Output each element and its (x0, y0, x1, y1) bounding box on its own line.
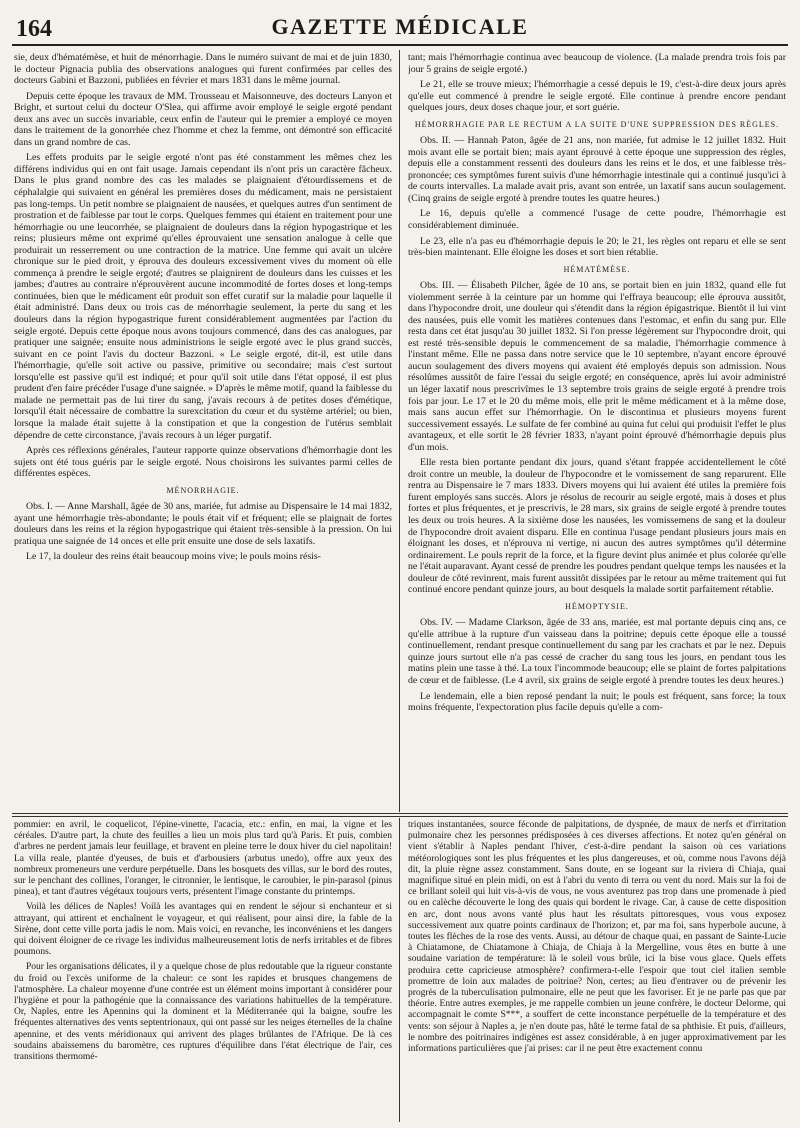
case-paragraph: Obs. II. — Hannah Paton, âgée de 21 ans, non mariée, fut admise le 12 juillet 1832. Huit mois avant elle se portait bien; mais ayant éprouvé à cette époque une suppression des règles, depuis elle a constamment ressenti des douleurs dans les reins et le dos, et une faiblesse très-prononcée; ces symptômes furent suivis d'une hémorrhagie intestinale qui a continué jusqu'ici à de courts intervalles. La malade avait pris, avant son entrée, un laxatif sans aucun soulagement. (Cinq grains de seigle ergoté à prendre toutes les quatre heures.) (408, 135, 786, 204)
section-heading: HÉMATÉMÈSE. (563, 264, 631, 274)
case-paragraph: Le lendemain, elle a bien reposé pendant la nuit; le pouls est fréquent, sans force; la toux moins fréquente, l'expectoration plus facile depuis qu'elle a com- (408, 690, 786, 714)
page-title: GAZETTE MÉDICALE (271, 14, 529, 39)
body-paragraph: tant; mais l'hémorrhagie continua avec beaucoup de violence. (La malade prendra trois fois par jour 5 grains de seigle ergoté.) (408, 52, 786, 75)
body-paragraph: Après ces réflexions générales, l'auteur rapporte quinze observations d'hémorrhagie dont les sujets ont été tous guéris par le seigle ergoté. Nous choisirons les suivantes parmi celles de différentes espèces. (14, 445, 392, 480)
article-column-left (14, 52, 392, 808)
case-paragraph: Le 23, elle n'a pas eu d'hémorrhagie depuis le 20; le 21, les règles ont reparu et elle se sent très-bien maintenant. Elle éloigne les doses et sort bien rétablie. (408, 235, 786, 259)
feuilleton-paragraph: triques instantanées, source féconde de palpitations, de dyspnée, de maux de nerfs et d'irritation pulmonaire chez les personnes prédisposées à ces diverses affections. Et notez qu'en général on vient s'établir à Naples pendant l'hiver, c'est-à-dire pendant la saison où ces variations météorologiques sont les plus fréquentes et les plus dangereuses, et où, comme nous l'avons déjà dit, la pluie règne assez constamment. Sans doute, en se logeant sur la riviera di Chiaja, quai magnifique situé en plein midi, on est à l'abri du vento di terra ou vent du nord. Mais sur la foi de ce brillant soleil qui luit vis-à-vis de vous, ne vous aventurez pas trop dans une promenade à pied ou en calèche découverte le long des quais qui bordent le rivage. Car, à cause de cette disposition en arc, dont nous avons vanté plus haut les résultats pittoresques, vous vous exposez successivement aux quatre points cardinaux de l'horizon; et, par ma foi, sans hyperbole aucune, à toutes les flèches de la rose des vents. Aussi, au détour de chaque quai, en passant de Sainte-Lucie à Chiatamone, de Chiatamone à Chiaja, de Chiaja à la Mergelline, vous êtes en butte à une soudaine variation de température: là le soleil vous brûle, ici la bise vous glace. Quels effets produira cette capricieuse atmosphère? confirmera-t-elle l'espoir que tout ciel italien semble promettre de loin aux malades de poitrine? Non, certes; au lieu d'entraver ou de prévenir les progrès de la tuberculisation pulmonaire, elle ne peut que les favoriser. Et je ne parle pas que par théorie. Entre autres exemples, je me rappelle combien un jeune confrère, le docteur Delorme, qui accompagnait le comte S***, a souffert de cette inconstance perpétuelle de la température et des vents: son séjour à Naples a, je n'en doute pas, hâté le terme fatal de sa phthisie. Et puis, d'ailleurs, le nombre des poitrinaires indigènes est assez considérable, à en juger approximativement par les informations particulières que j'ai prises: car il ne peut être exactement connu (408, 820, 786, 1055)
body-paragraph: Depuis cette époque les travaux de MM. Trousseau et Maisonneuve, des docteurs Lanyon et Bright, et surtout celui du docteur O'Slea, qui affirme avoir employé le seigle ergoté pendant deux ans avec un succès invariable, ceux enfin de l'auteur qui le premier a employé ce moyen dans le traitement de la gonorrhée chez l'homme et chez la femme, ont démontré son efficacité dans un grand nombre de cas. (14, 90, 392, 148)
page-number: 164 (16, 16, 52, 42)
case-paragraph: Le 17, la douleur des reins était beaucoup moins vive; le pouls moins résis- (26, 551, 321, 563)
feuilleton-paragraph: pommier: en avril, le coquelicot, l'épine-vinette, l'acacia, etc.: enfin, en mai, la vigne et les céréales. D'autre part, la chute des feuilles a lieu un mois plus tard qu'à Paris. Et puis, combien d'arbres ne perdent jamais leur feuillage, et bravent en pleine terre le doux hiver du ciel napolitain! La villa reale, plantée d'yeuses, de buis et d'arbousiers (arbutus unedo), offre aux yeux des nombreux promeneurs une verdure perpétuelle. Dans les bosquets des villas, sur le bord des routes, sur le penchant des collines, l'oranger, le citronnier, le lentisque, le caroubier, le pin-parasol (pinus pinea), et tant d'autres végétaux toujours verts, présentent l'image constante du printemps. (14, 820, 392, 898)
case-paragraph: Obs. III. — Élisabeth Pilcher, âgée de 10 ans, se portait bien en juin 1832, quand elle fut violemment serrée à la ceinture par un homme qui l'effraya beaucoup; elle éprouva aussitôt, dans l'hypocondre droit, une douleur qui s'étendit dans la région épigastrique. Bientôt il lui vint des nausées, puis elle vomit les matières contenues dans l'estomac, et enfin du sang pur. Elle resta dans cet état jusqu'au 30 juillet 1832. Si l'on presse légèrement sur l'hypocondre droit, qui est resté très-sensible depuis le commencement de sa maladie, l'hémorrhagie commence à l'instant même. Elle ne passa dans notre service que le 10 septembre, n'ayant encore éprouvé aucun soulagement des divers moyens qui avaient été employés depuis son admission. Nous résolûmes aussitôt de faire l'essai du seigle ergoté; en conséquence, après lui avoir administré un léger laxatif nous prescrivîmes le 13 septembre trois grains de seigle ergoté à prendre trois fois par jour. Le 17 et le 20 du même mois, elle prit le même médicament et à la même dose, mais sans aucun effet sur l'hémorrhagie. On le discontinua et plusieurs moyens furent successivement essayés. Le sulfate de fer combiné au quina fut celui qui produisit l'effet le plus avantageux, et elle sortit le 28 février 1833, n'ayant point éprouvé d'hémorrhagie depuis plus d'un mois. (408, 280, 786, 453)
section-heading: HÉMOPTYSIE. (565, 601, 629, 611)
body-paragraph: Le 21, elle se trouve mieux; l'hémorrhagie a cessé depuis le 19, c'est-à-dire deux jours après qu'elle eut commencé à prendre le seigle ergoté. Elle continue à prendre encore pendant quelques jours, deux doses chaque jour, et sort guérie. (408, 79, 786, 114)
case-paragraph: Elle resta bien portante pendant dix jours, quand s'étant frappée accidentellement le côté droit contre un meuble, la douleur de l'hypocondre et le vomissement de sang reparurent. Elle rentra au Dispensaire le 7 mars 1833. Divers moyens qui lui avaient été utiles la première fois furent employés sans succès. Alors je résolus de recourir au seigle ergoté, mais à doses et plus fortes et plus fréquentes, et je prescrivis, le 28 mars, six grains de seigle ergoté à prendre toutes les deux ou trois heures. A la sixième dose les nausées, les vomissemens de sang et la douleur de l'hypocondre droit avaient disparu. Elle en continua l'usage pendant plusieurs jours mais en éloignant les doses, et n'éprouva ni vertige, ni aucun des autres symptômes qu'il détermine ordinairement. Le pouls reprit de la force, et la figure devint plus animée et plus colorée qu'elle ne l'était auparavant. Ayant cessé de prendre les poudres pendant quelque temps les nausées et la douleur de côté revinrent, mais furent aussitôt dissipées par le retour au même traitement qui fut continué encore pendant quinze jours, au bout desquels la malade sortit parfaitement rétablie. (408, 457, 786, 596)
body-paragraph: Les effets produits par le seigle ergoté n'ont pas été constamment les mêmes chez les différens individus qui en ont fait usage. Jamais cependant ils n'ont pris un caractère fâcheux. Dans le plus grand nombre des cas les malades se plaignaient d'étourdissemens et de céphalalgie qui suivaient en général les premières doses du médicament, mais ne persistaient pas long-temps. Un petit nombre se plaignaient de nausées, et quelques autres d'un sentiment de prostration et de faiblesse par tout le corps. Quelques femmes qui étaient en traitement pour une hémorrhagie ou une leucorrhée, se plaignaient de douleurs dans la région hypogastrique et les reins; plusieurs même ont exprimé qu'elles éprouvaient une sensation analogue à celle que produirait un resserrement ou une contraction de la matrice. Une femme qui avait un ulcère chronique sur le pied droit, y éprouva des douleurs excessivement vives du moment où elle commença à prendre le seigle ergoté; d'autres se plaignirent de douleurs dans les cuisses et les jambes; d'autres au contraire n'éprouvèrent aucune incommodité de fortes doses et long-temps continuées, bien que le médicament eût produit son effet curatif sur la maladie pour laquelle il était administré. Dans deux ou trois cas de ménorrhagie seulement, la perte du sang et les douleurs dans la région hypogastrique furent considérablement augmentées par l'action du seigle ergoté. Depuis cette époque nous avons toujours commencé, dans des cas analogues, par pratiquer une saignée; ensuite nous administrions le seigle ergoté avec le plus grand succès, suivant en ce point l'avis du docteur Bazzoni. « Le seigle ergoté, dit-il, est utile dans l'hémorrhagie, qu'elle soit active ou passive, primitive ou secondaire; mais c'est surtout lorsqu'elle est passive qu'il est indiqué; et pour qu'il soit utile dans l'état opposé, il est plus prudent d'en faire précéder l'usage d'une saignée. » D'après le même motif, quand la faiblesse du malade ne permettait pas de lui tirer du sang, j'avais recours à de petites doses d'émétique, lorsqu'il était nécessaire de combattre la surexcitation du cœur et du système artériel; ou bien, lorsque la malade était sujette à la constipation et que la congestion de l'utérus semblait dépendre de cette circonstance, j'avais recours à un léger purgatif. (14, 152, 392, 441)
column-divider (399, 50, 400, 812)
feuilleton-paragraph: Pour les organisations délicates, il y a quelque chose de plus redoutable que la rigueur constante du froid ou l'excès uniforme de la chaleur: ce sont les rapides et brusques changemens de l'atmosphère. La chaleur moyenne d'une contrée est un élément moins important à considérer pour l'hygiène et pour la pathogénie que la connaissance des variations habituelles de la température. Or, Naples, entre les Apennins qui la dominent et la Méditerranée qui la baigne, soufre les fréquentes alternatives des vents septentrionaux, qui ont passé sur les neiges éternelles de la chaîne apennine, et des vents méridionaux qui arrivent des plages brûlantes de l'Afrique. De là ces soudains abaissemens du baromètre, ces ruptures d'équilibre dans l'état électrique de l'air, ces transitions thermomé- (14, 962, 392, 1063)
feuilleton-rule (12, 813, 788, 817)
section-heading: MÉNORRHAGIE. (166, 485, 240, 495)
case-paragraph: Le 16, depuis qu'elle a commencé l'usage de cette poudre, l'hémorrhagie est considérablement diminuée. (408, 208, 786, 231)
section-heading: HÉMORRHAGIE PAR LE RECTUM A LA SUITE D'UNE SUPPRESSION DES RÈGLES. (414, 119, 780, 129)
masthead (12, 14, 788, 46)
body-paragraph: sie, deux d'hématémèse, et huit de ménorrhagie. Dans le numéro suivant de mai et de juin 1830, le docteur Pignacia publia des observations analogues qui furent confirmées par celles des docteurs Gabini et Bazzoni, publiées en février et mars 1831 dans le même journal. (14, 52, 392, 87)
feuilleton-paragraph: Voilà les délices de Naples! Voilà les avantages qui en rendent le séjour si enchanteur et si attrayant, qui attirent et enchaînent le voyageur, et qui réalisent, pour ainsi dire, la fable de la Sirène, dont cette ville porta jadis le nom. Mais voici, en revanche, les inconvéniens et les dangers qui doivent éloigner de ce rivage les individus malheureusement lotis de nerfs irritables et de fibres poumons. (14, 902, 392, 958)
feuilleton-column-left (14, 820, 392, 1120)
case-paragraph: Obs. IV. — Madame Clarkson, âgée de 33 ans, mariée, est mal portante depuis cinq ans, ce qu'elle attribue à la rupture d'un vaisseau dans la poitrine; depuis cette époque elle a toussé continuellement, rendant presque continuellement du sang par les crachats et par le nez. Depuis quinze jours surtout elle n'a pas cessé de cracher du sang tous les jours, en pendant tous les matins plein une tasse à thé. La toux l'incommode beaucoup; elle se plaint de fortes palpitations de cœur et de faiblesse. (Le 4 avril, six grains de seigle ergoté à prendre toutes les deux heures.) (408, 617, 786, 687)
feuilleton-column-divider (399, 818, 400, 1122)
article-column-right (408, 52, 786, 808)
case-paragraph: Obs. I. — Anne Marshall, âgée de 30 ans, mariée, fut admise au Dispensaire le 14 mai 1832, ayant une hémorrhagie très-abondante; le pouls était vif et fréquent; elle se plaignait de fortes douleurs dans les reins et la région hypogastrique qui étaient très-sensible à la pression. On lui pratiqua une saignée de 14 onces et elle prit ensuite une dose de sels laxatifs. (14, 501, 392, 547)
feuilleton-column-right (408, 820, 786, 1120)
